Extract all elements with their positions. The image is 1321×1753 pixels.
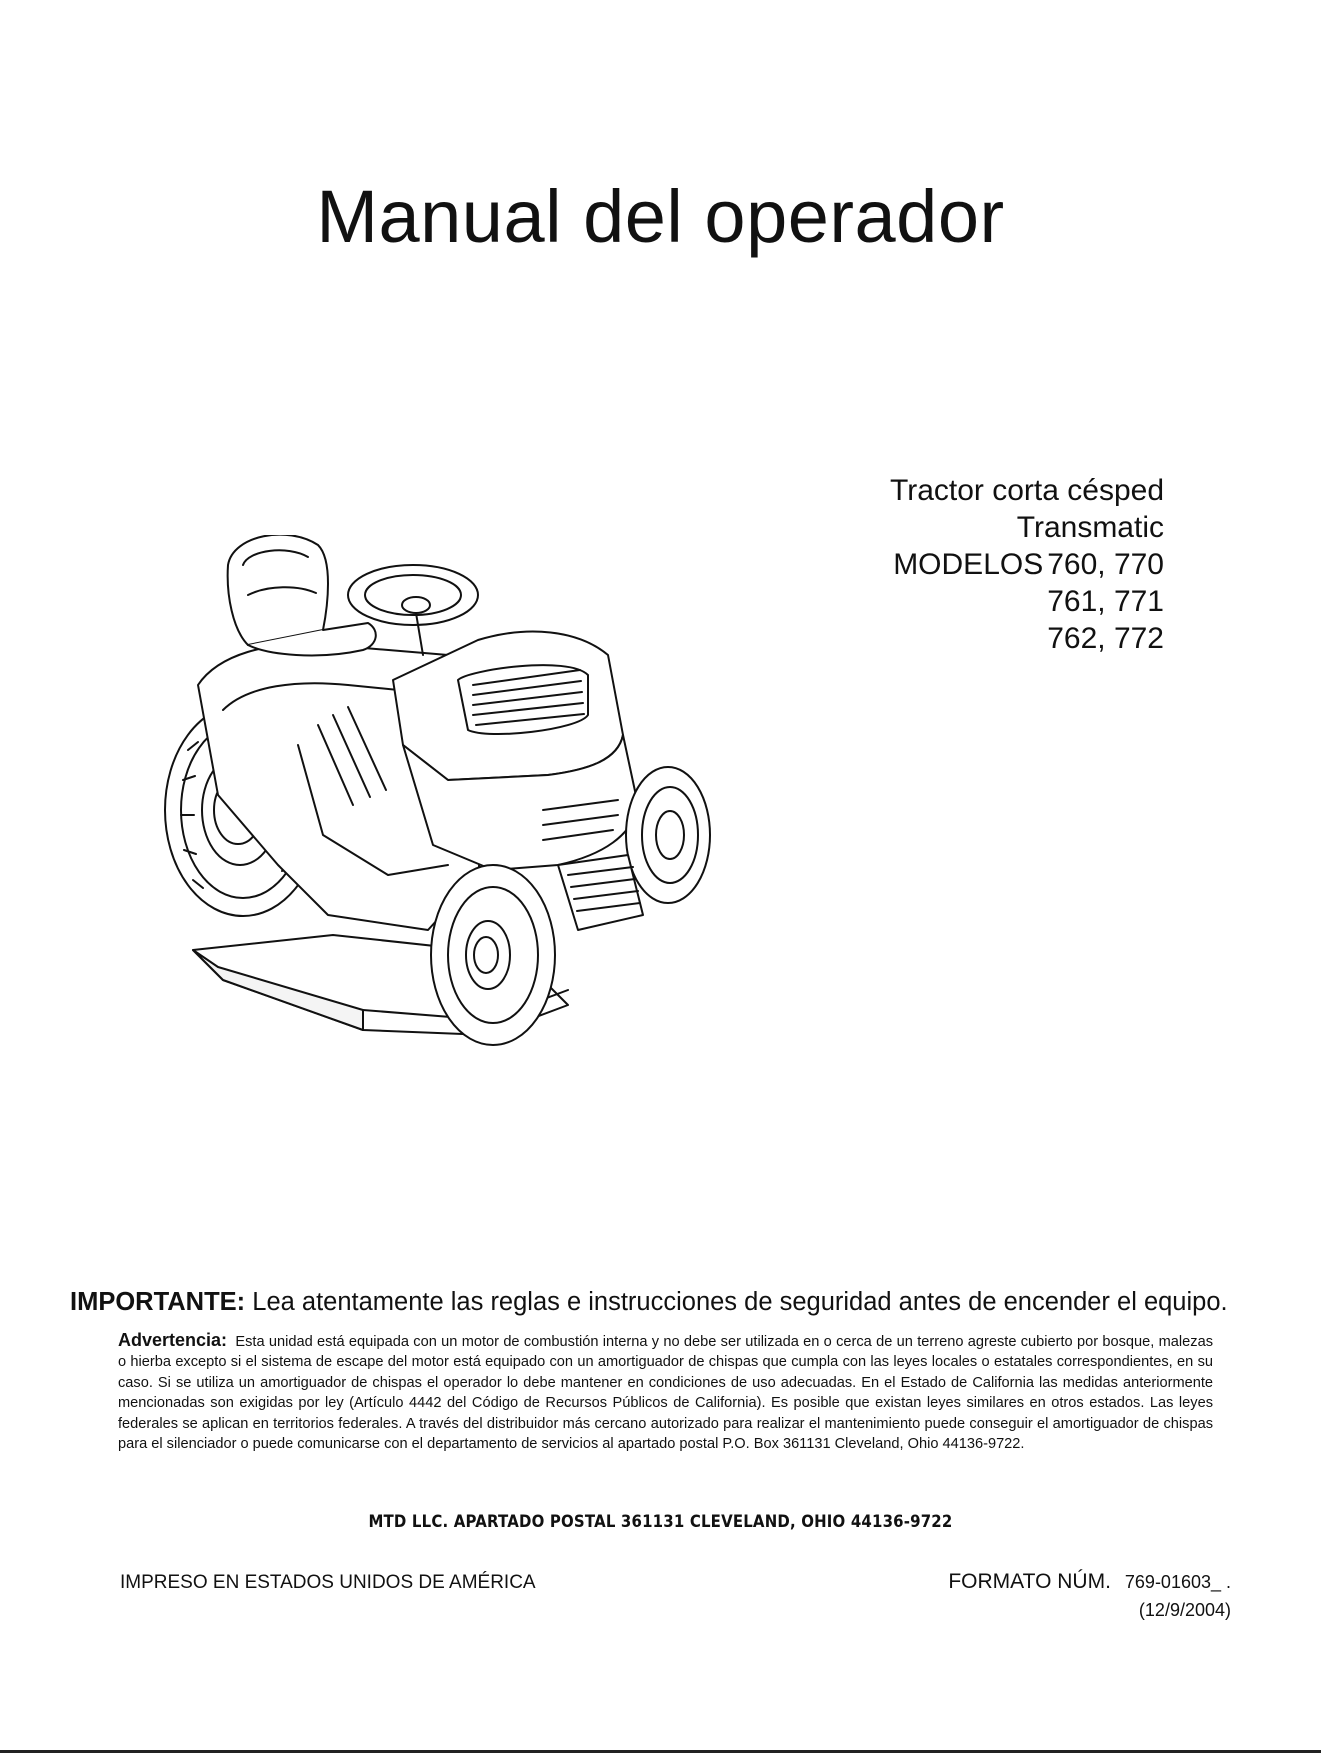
product-name: Tractor corta césped [890,474,1164,507]
printed-in: IMPRESO EN ESTADOS UNIDOS DE AMÉRICA [120,1572,536,1593]
important-text: Lea atentamente las reglas e instrucciones de seguridad antes de encender el equipo. [245,1288,1228,1316]
form-date: (12/9/2004) [1138,1600,1231,1620]
models-block [890,546,1164,657]
warning-paragraph [118,1330,1213,1454]
front-wheel-right [626,767,710,903]
model-pair: 761, 771 [1047,585,1164,618]
company-address: MTD LLC. APARTADO POSTAL 361131 CLEVELAND, OHIO 44136-9722 [368,1512,953,1532]
product-info [890,472,1164,657]
models-list [1047,546,1164,657]
product-transmission: Transmatic [1016,511,1164,544]
warning-label: Advertencia: [118,1330,228,1350]
important-label: IMPORTANTE: [70,1288,246,1316]
models-label: MODELOS [893,548,1044,581]
model-pair: 762, 772 [1047,622,1164,655]
front-wheel-left [431,865,555,1045]
hood [393,632,638,870]
model-pair: 760, 770 [1047,548,1164,581]
warning-text: Esta unidad está equipada con un motor de combustión interna y no debe ser utilizada en o cerca de un terreno agreste cubierto por bosque, malezas o hierba excepto si el sistema de escape del motor está equipado con un amortiguador de chispas que cumpla con las leyes locales o estatales correspondientes, en su caso. Si se utiliza un amortiguador de chispas el operador lo debe mantener en condiciones de uso adecuadas. En el Estado de California las medidas anteriormente mencionadas son exigidas por ley (Artículo 4442 del Código de Recursos Públicos de California). Es posible que existan leyes similares en otros estados. Las leyes federales se aplican en territorios federales. A través del distribuidor más cercano autorizado para realizar el mantenimiento puede conseguir el amortiguador de chispas para el silenciador o puede comunicarse con el departamento de servicios al apartado postal P.O. Box 361131 Cleveland, Ohio 44136-9722. [118,1334,1213,1453]
form-number-label: FORMATO NÚM. [948,1570,1111,1593]
important-notice [70,1288,1250,1317]
page-title: Manual del operador [316,175,1005,258]
form-info [948,1570,1231,1621]
form-number: 769-01603_ . [1124,1572,1231,1592]
lawn-tractor-illustration [148,535,808,1135]
